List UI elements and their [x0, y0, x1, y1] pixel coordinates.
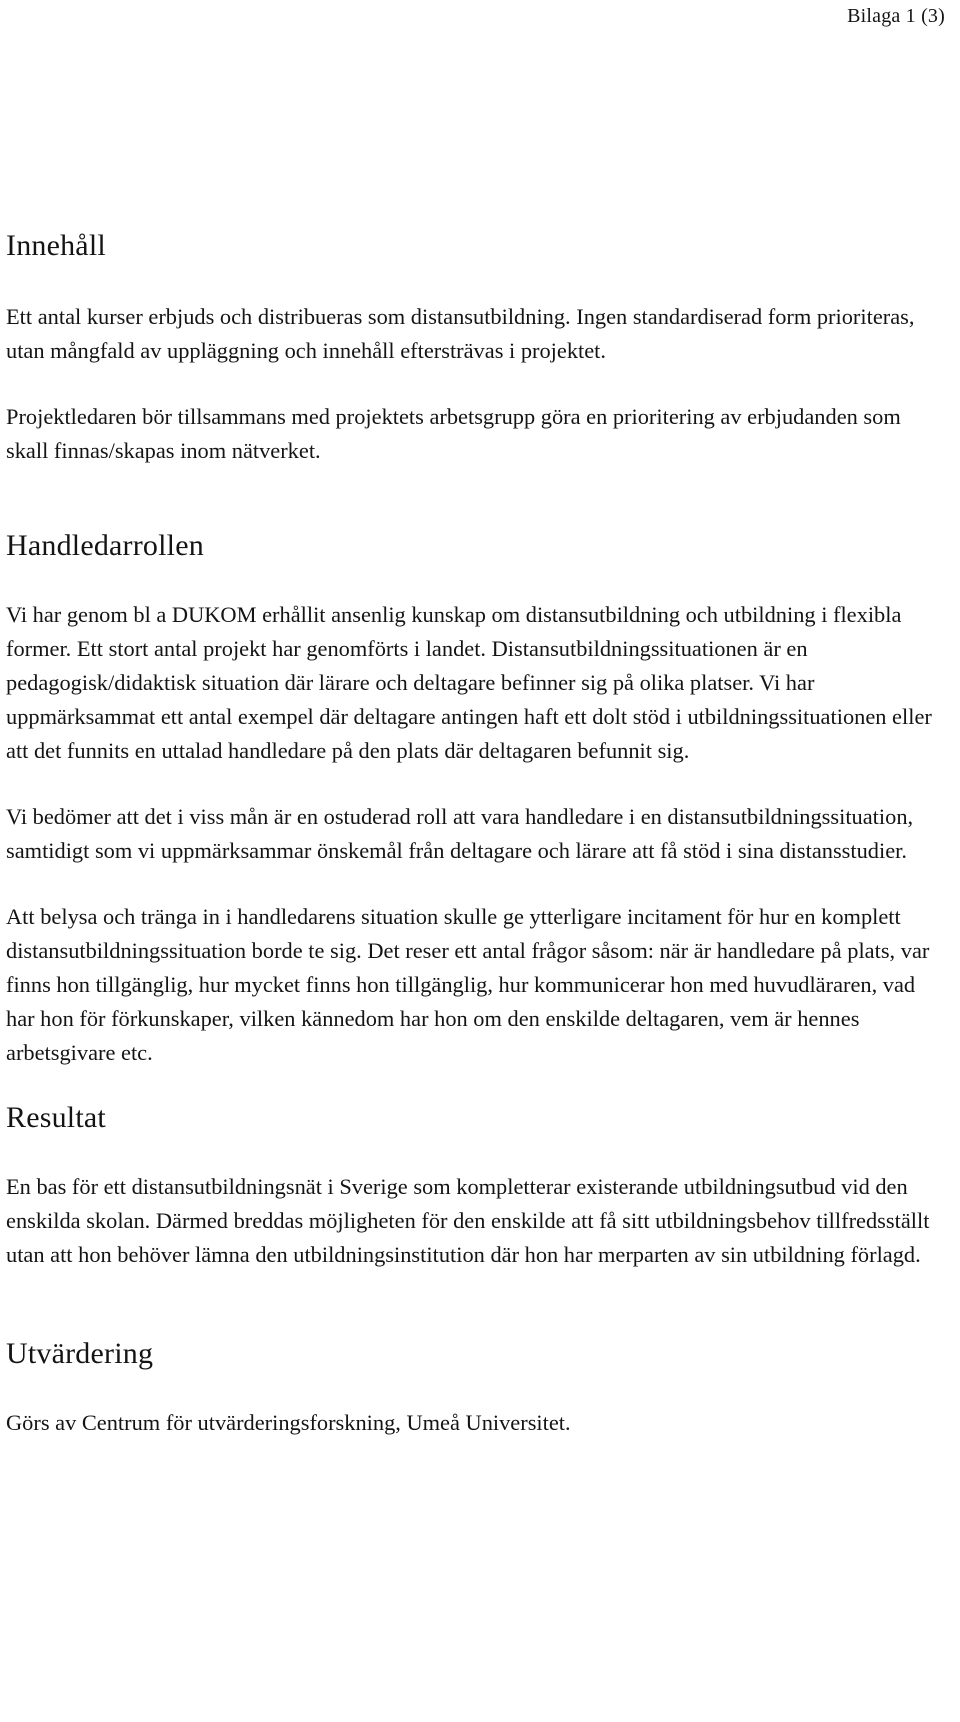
section-handledarrollen [6, 528, 936, 1070]
paragraph: Ett antal kurser erbjuds och distribueras som distansutbildning. Ingen standardiserad form prioriteras, utan mångfald av uppläggning och innehåll eftersträvas i projektet. [6, 304, 915, 363]
section-resultat [6, 1100, 936, 1272]
document-body [6, 228, 936, 1440]
section-heading: Resultat [6, 1101, 106, 1134]
section-heading: Innehåll [6, 229, 106, 262]
section-heading: Handledarrollen [6, 529, 204, 562]
page-header: Bilaga 1 (3) [847, 5, 945, 27]
section-innehall [6, 228, 936, 468]
paragraph: En bas för ett distansutbildningsnät i Sverige som kompletterar existerande utbildningsutbud vid den enskilda skolan. Därmed breddas möjligheten för den enskilde att få sitt utbildningsbehov tillfredsställt utan att hon behöver lämna den utbildningsinstitution där hon har merparten av sin utbildning förlagd. [6, 1174, 930, 1267]
section-utvardering [6, 1336, 936, 1440]
paragraph: Görs av Centrum för utvärderingsforskning, Umeå Universitet. [6, 1410, 571, 1435]
paragraph: Vi bedömer att det i viss mån är en ostuderad roll att vara handledare i en distansutbildningssituation, samtidigt som vi uppmärksammar önskemål från deltagare och lärare att få stöd i sina distansstudier. [6, 804, 914, 863]
paragraph: Projektledaren bör tillsammans med projektets arbetsgrupp göra en prioritering av erbjudanden som skall finnas/skapas inom nätverket. [6, 404, 901, 463]
paragraph: Vi har genom bl a DUKOM erhållit ansenlig kunskap om distansutbildning och utbildning i flexibla former. Ett stort antal projekt har genomförts i landet. Distansutbildningssituationen är en pedagogisk/didaktisk situation där lärare och deltagare befinner sig på olika platser. Vi har uppmärksammat ett antal exempel där deltagare antingen haft ett dolt stöd i utbildningssituationen eller att det funnits en uttalad handledare på den plats där deltagaren befunnit sig. [6, 602, 932, 763]
paragraph: Att belysa och tränga in i handledarens situation skulle ge ytterligare incitament för hur en komplett distansutbildningssituation borde te sig. Det reser ett antal frågor såsom: när är handledare på plats, var finns hon tillgänglig, hur mycket finns hon tillgänglig, hur kommunicerar hon med huvudläraren, vad har hon för förkunskaper, vilken kännedom har hon om den enskilde deltagaren, vem är hennes arbetsgivare etc. [6, 904, 930, 1065]
section-heading: Utvärdering [6, 1337, 154, 1370]
